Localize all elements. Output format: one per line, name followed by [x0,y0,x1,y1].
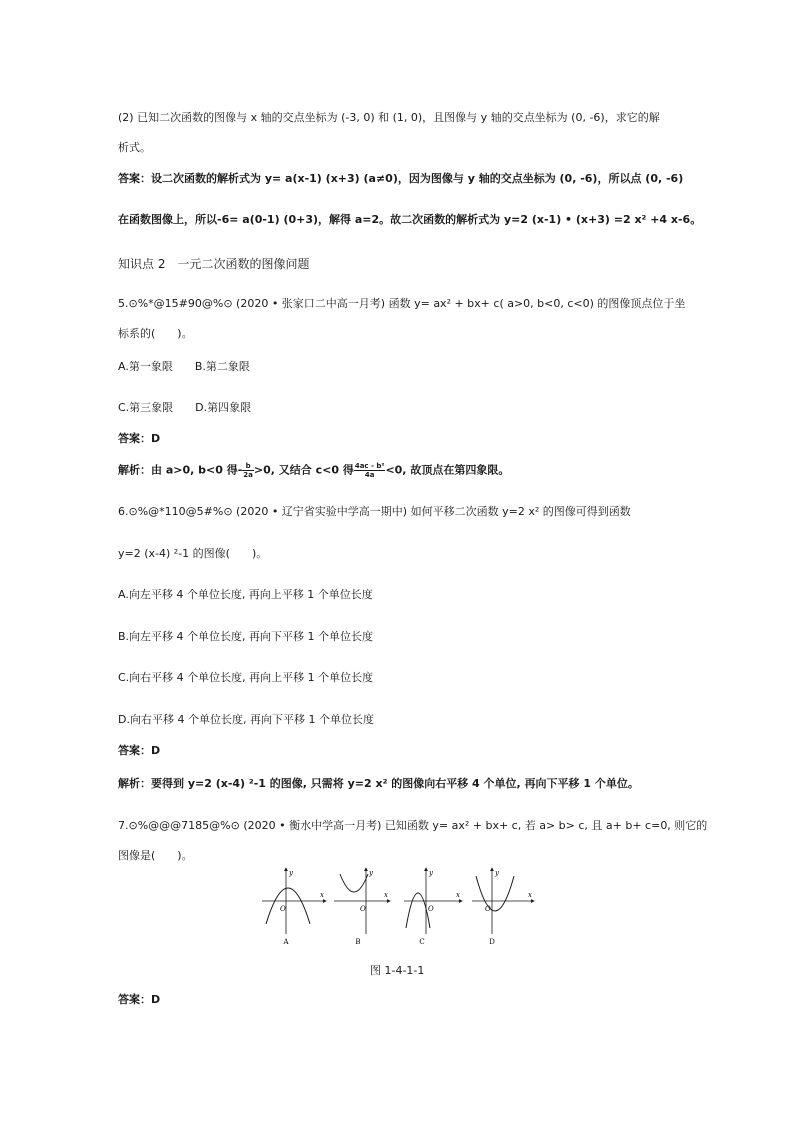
graph-label-c: C [419,938,425,946]
graph-b [334,868,390,946]
graph-d [472,868,534,946]
graph-a [262,868,326,946]
fraction-numerator: 4ac - b² [354,462,385,470]
axis-label-x: x [384,891,388,899]
problem-2-line-2: 析式。 [118,141,151,154]
question-7-answer: 答案：D [118,993,161,1006]
question-6-analysis: 解析：要得到 y=2 (x-4) ²-1 的图像, 只需将 y=2 x² 的图像向右平移 4 个单位, 再向下平移 1 个单位。 [118,777,639,790]
graph-label-a: A [283,938,289,946]
analysis-text-pre: 解析：由 a>0, b<0 得- [118,463,243,477]
question-6-line-2: y=2 (x-4) ²-1 的图像( )。 [118,547,268,560]
graph-label-d: D [489,938,495,946]
origin-label: O [360,905,366,913]
analysis-text-mid: >0, 又结合 c<0 得 [253,463,354,477]
answer-2-line-2: 在函数图像上，所以-6= a(0-1) (0+3)，解得 a=2。故二次函数的解析式为 y=2 (x-1) • (x+3) =2 x² +4 x-6。 [118,213,702,226]
question-6-option-a: A.向左平移 4 个单位长度, 再向上平移 1 个单位长度 [118,588,373,601]
figure-caption: 图 1-4-1-1 [370,964,425,977]
axis-label-y: y [495,869,499,877]
question-6-option-b: B.向左平移 4 个单位长度, 再向下平移 1 个单位长度 [118,630,374,643]
question-5-options-cd: C.第三象限 D.第四象限 [118,401,252,414]
answer-2-line-1: 答案：设二次函数的解析式为 y= a(x-1) (x+3) (a≠0)，因为图像与 y 轴的交点坐标为 (0, -6)，所以点 (0, -6) [118,172,684,185]
section-title: 知识点 2 一元二次函数的图像问题 [118,257,310,271]
graph-c [404,868,462,946]
axis-label-y: y [289,869,293,877]
figure-graph-options [258,864,538,948]
parabola [266,888,310,924]
axis-label-y: y [369,869,373,877]
question-5-line-1: 5.⊙%*@15#90@%⊙ (2020 • 张家口二中高一月考) 函数 y= ax² + bx+ c( a>0, b<0, c<0) 的图像顶点位于坐 [118,297,686,310]
analysis-text-post: <0, 故顶点在第四象限。 [385,463,510,477]
parabola [340,874,368,892]
question-5-analysis [118,462,509,479]
question-6-option-d: D.向右平移 4 个单位长度, 再向下平移 1 个单位长度 [118,713,374,726]
axis-label-x: x [528,891,532,899]
question-6-line-1: 6.⊙%@*110@5#%⊙ (2020 • 辽宁省实验中学高一期中) 如何平移二次函数 y=2 x² 的图像可得到函数 [118,505,631,518]
fraction-numerator: b [242,462,254,471]
question-5-line-2: 标系的( )。 [118,327,193,340]
question-6-answer: 答案：D [118,744,161,757]
parabola [476,876,514,911]
graph-label-b: B [355,938,361,946]
fraction-denominator: 4a [364,471,375,479]
question-7-line-2: 图像是( )。 [118,849,193,862]
question-6-option-c: C.向右平移 4 个单位长度, 再向上平移 1 个单位长度 [118,671,374,684]
axis-label-y: y [429,869,433,877]
question-5-options-ab: A.第一象限 B.第二象限 [118,360,250,373]
origin-label: O [485,905,491,913]
origin-label: O [280,905,286,913]
question-7-line-1: 7.⊙%@@@7185@%⊙ (2020 • 衡水中学高一月考) 已知函数 y= ax² + bx+ c, 若 a> b> c, 且 a+ b+ c=0, 则它的 [118,819,708,832]
fraction-vertex-y [354,462,386,479]
axis-label-x: x [456,891,460,899]
axis-label-x: x [320,891,324,899]
graph-options-svg [258,864,538,948]
question-5-answer: 答案：D [118,432,161,445]
fraction-denominator: 2a [243,471,253,479]
origin-label: O [428,905,434,913]
problem-2-line-1: (2) 已知二次函数的图像与 x 轴的交点坐标为 (-3, 0) 和 (1, 0)，且图像与 y 轴的交点坐标为 (0, -6)，求它的解 [118,111,660,124]
fraction-b-over-2a [242,462,254,479]
